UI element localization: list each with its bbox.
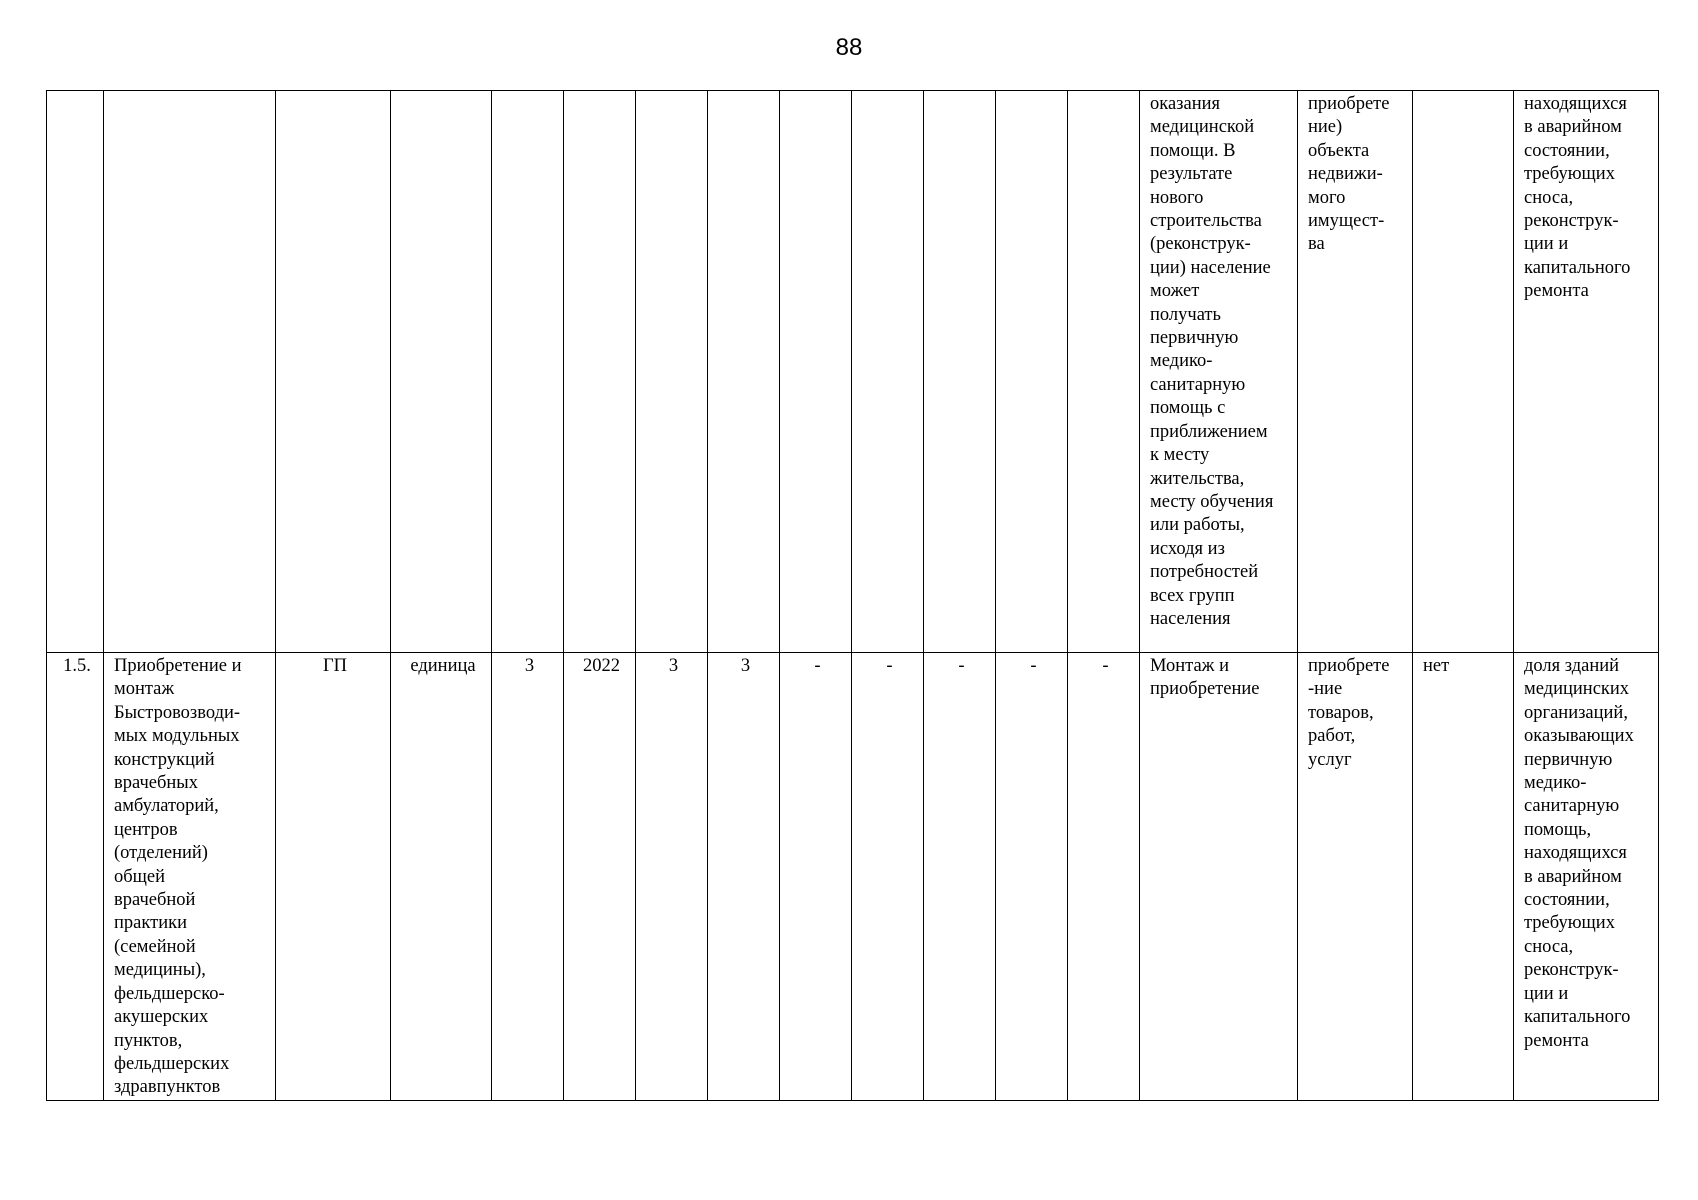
cell-description: Монтаж и приобретение <box>1140 653 1298 1101</box>
cell-value: - <box>1068 653 1140 1101</box>
cell-value <box>996 91 1068 653</box>
cell-year <box>564 91 636 653</box>
cell-value <box>852 91 924 653</box>
cell-activity-name <box>104 91 276 653</box>
page-number: 88 <box>835 34 863 61</box>
cell-activity-name: Приобретение и монтаж Быстровозводи- мых модульных конструкций врачебных амбулаторий, центров (отделений) общей врачебной практики (семейной медицины), фельдшерско- акушерских пунктов, фельдшерских здравпунктов <box>104 653 276 1101</box>
cell-value: - <box>852 653 924 1101</box>
cell-value: 3 <box>636 653 708 1101</box>
cell-value <box>492 91 564 653</box>
cell-year: 2022 <box>564 653 636 1101</box>
cell-number <box>47 91 104 653</box>
cell-executor: ГП <box>276 653 391 1101</box>
cell-unit: единица <box>391 653 492 1101</box>
cell-purchase-type: приобрете -ние товаров, работ, услуг <box>1298 653 1413 1101</box>
cell-value: 3 <box>708 653 780 1101</box>
cell-value <box>780 91 852 653</box>
table-row <box>47 653 1659 1101</box>
cell-number: 1.5. <box>47 653 104 1101</box>
cell-value: - <box>996 653 1068 1101</box>
cell-indicator: доля зданий медицинских организаций, оказывающих первичную медико- санитарную помощь, находящихся в аварийном состоянии, требующих сноса, реконструк- ции и капитального ремонта <box>1514 653 1659 1101</box>
cell-flag <box>1413 91 1514 653</box>
program-table <box>46 90 1659 1101</box>
cell-purchase-type: приобрете ние) объекта недвижи- мого имущест- ва <box>1298 91 1413 653</box>
cell-value <box>1068 91 1140 653</box>
cell-executor <box>276 91 391 653</box>
table-row <box>47 91 1659 653</box>
cell-value <box>924 91 996 653</box>
cell-value <box>636 91 708 653</box>
cell-value: 3 <box>492 653 564 1101</box>
cell-value: - <box>780 653 852 1101</box>
cell-indicator: находящихся в аварийном состоянии, требующих сноса, реконструк- ции и капитального ремонта <box>1514 91 1659 653</box>
cell-unit <box>391 91 492 653</box>
cell-value <box>708 91 780 653</box>
cell-description: оказания медицинской помощи. В результате нового строительства (реконструк- ции) население может получать первичную медико- санитарную помощь с приближением к месту жительства, месту обучения или работы, исходя из потребностей всех групп населения <box>1140 91 1298 653</box>
cell-value: - <box>924 653 996 1101</box>
cell-flag: нет <box>1413 653 1514 1101</box>
